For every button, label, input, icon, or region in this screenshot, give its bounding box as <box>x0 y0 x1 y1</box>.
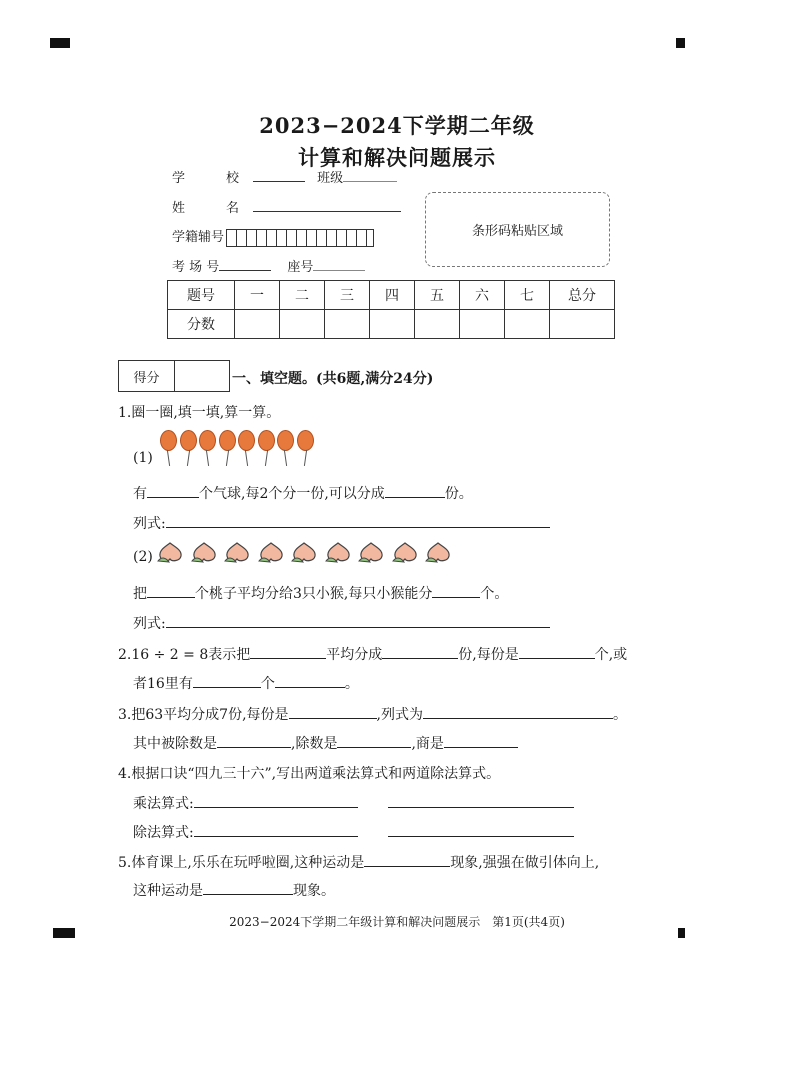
question-5-line1 <box>118 852 599 872</box>
balloon-icon <box>219 430 236 451</box>
balloon-icon <box>297 430 314 451</box>
formula-line-1 <box>133 513 550 533</box>
balloon-icon <box>180 430 197 451</box>
answer-blank[interactable] <box>147 483 199 498</box>
text-segment: 3.把63平均分成7份,每份是 <box>118 707 289 723</box>
balloon-icon <box>277 430 294 451</box>
text-segment: 有 <box>133 486 147 502</box>
barcode-area <box>425 192 610 267</box>
score-header-cell: 五 <box>415 281 460 310</box>
name-field[interactable] <box>172 197 401 216</box>
page-title: 2023−2024下学期二年级 <box>259 113 535 138</box>
text-segment: ,列式为 <box>376 707 423 723</box>
balloon-icon <box>160 430 177 451</box>
question-4-division <box>133 822 574 842</box>
text-segment: ,商是 <box>411 736 444 752</box>
score-header-cell: 七 <box>505 281 550 310</box>
text-segment: 现象。 <box>293 883 335 899</box>
answer-blank[interactable] <box>250 644 326 659</box>
name-label: 姓 名 <box>172 201 254 216</box>
answer-blank[interactable] <box>364 852 450 867</box>
answer-blank[interactable] <box>519 644 595 659</box>
peach-icon <box>157 541 184 563</box>
text-segment: 现象,强强在做引体向上, <box>450 855 600 871</box>
student-id-label: 学籍辅号 <box>172 230 225 245</box>
peach-icon <box>291 541 318 563</box>
exam-room-label: 考 场 号 <box>172 260 220 275</box>
score-cell[interactable] <box>280 310 325 339</box>
answer-blank[interactable] <box>423 704 613 719</box>
balloon-string <box>245 450 248 466</box>
school-field[interactable] <box>172 167 397 186</box>
barcode-label: 条形码粘贴区域 <box>471 224 563 239</box>
answer-blank[interactable] <box>275 673 345 688</box>
formula-label: 列式: <box>133 616 166 632</box>
score-cell[interactable] <box>235 310 280 339</box>
text-segment: 其中被除数是 <box>133 736 217 752</box>
balloon-string <box>284 450 287 466</box>
answer-blank[interactable] <box>203 880 293 895</box>
peach-icon <box>392 541 419 563</box>
score-cell[interactable] <box>415 310 460 339</box>
seat-label: 座号 <box>287 260 314 275</box>
text-segment: 2.16 ÷ 2 = 8表示把 <box>118 647 251 663</box>
text-segment: 份。 <box>444 486 473 502</box>
score-cell[interactable] <box>505 310 550 339</box>
text-segment: 个桃子平均分给3只小猴,每只小猴能分 <box>195 586 433 602</box>
balloon-string <box>303 450 306 466</box>
answer-blank[interactable] <box>388 793 574 808</box>
question-2-line1 <box>118 644 627 664</box>
answer-blank[interactable] <box>147 583 195 598</box>
answer-blank[interactable] <box>337 733 411 748</box>
text-segment: 把 <box>133 586 147 602</box>
section-score-input[interactable] <box>175 361 229 391</box>
question-1-part1-text <box>133 483 473 503</box>
formula-label: 列式: <box>133 516 166 532</box>
text-segment: 平均分成 <box>326 647 383 663</box>
text-segment: 个 <box>260 676 275 692</box>
text-segment: 。 <box>612 707 627 723</box>
peach-icon <box>224 541 251 563</box>
score-cell[interactable] <box>550 310 615 339</box>
exam-room-field[interactable] <box>172 256 365 275</box>
formula-blank[interactable] <box>166 613 550 628</box>
score-cell[interactable] <box>325 310 370 339</box>
school-label: 学 校 <box>172 171 254 186</box>
section-score-label: 得分 <box>119 361 175 391</box>
text-segment: 这种运动是 <box>133 883 203 899</box>
peach-icon <box>425 541 452 563</box>
balloon-string <box>186 450 189 466</box>
peach-icon <box>258 541 285 563</box>
balloon-icon <box>258 430 275 451</box>
balloon-icon <box>238 430 255 451</box>
question-4-intro: 4.根据口诀“四九三十六”,写出两道乘法算式和两道除法算式。 <box>118 766 501 782</box>
answer-blank[interactable] <box>382 644 458 659</box>
page-subtitle: 计算和解决问题展示 <box>298 145 496 170</box>
answer-blank[interactable] <box>289 704 377 719</box>
balloon-string <box>225 450 228 466</box>
score-cell[interactable] <box>460 310 505 339</box>
score-header-cell: 六 <box>460 281 505 310</box>
question-3-line1 <box>118 704 627 724</box>
score-header-cell: 四 <box>370 281 415 310</box>
answer-blank[interactable] <box>432 583 480 598</box>
formula-line-2 <box>133 613 550 633</box>
peach-icon <box>325 541 352 563</box>
division-label: 除法算式: <box>133 825 194 841</box>
score-header-cell: 题号 <box>168 281 235 310</box>
score-header-cell: 三 <box>325 281 370 310</box>
question-3-line2 <box>133 733 518 753</box>
multiplication-label: 乘法算式: <box>133 796 194 812</box>
answer-blank[interactable] <box>193 673 261 688</box>
balloon-string <box>167 450 170 466</box>
text-segment: 。 <box>344 676 359 692</box>
score-row-label: 分数 <box>168 310 235 339</box>
answer-blank[interactable] <box>194 793 358 808</box>
answer-blank[interactable] <box>388 822 574 837</box>
score-header-cell: 一 <box>235 281 280 310</box>
section-score-box <box>118 360 230 392</box>
text-segment: 份,每份是 <box>458 647 519 663</box>
answer-blank[interactable] <box>444 733 518 748</box>
question-5-line2 <box>133 880 335 900</box>
question-2-line2 <box>133 673 359 693</box>
score-table <box>167 280 615 339</box>
student-id-boxes[interactable] <box>226 229 374 247</box>
formula-blank[interactable] <box>166 513 550 528</box>
score-header-cell: 二 <box>280 281 325 310</box>
text-segment: 5.体育课上,乐乐在玩呼啦圈,这种运动是 <box>118 855 365 871</box>
text-segment: 者16里有 <box>133 676 193 692</box>
question-1-intro: 1.圈一圈,填一填,算一算。 <box>118 405 281 421</box>
peach-icon <box>191 541 218 563</box>
question-1-part1-label: (1) <box>133 450 153 466</box>
registration-mark-top-left <box>50 38 70 48</box>
balloon-string <box>206 450 209 466</box>
page-footer: 2023−2024下学期二年级计算和解决问题展示 第1页(共4页) <box>229 915 565 929</box>
answer-blank[interactable] <box>194 822 358 837</box>
score-table-header-row <box>168 281 615 310</box>
registration-mark-top-right <box>676 38 685 48</box>
balloon-string <box>264 450 267 466</box>
text-segment: 个气球,每2个分一份,可以分成 <box>199 486 385 502</box>
text-segment: 个,或 <box>594 647 628 663</box>
class-label: 班级 <box>317 171 344 186</box>
score-cell[interactable] <box>370 310 415 339</box>
score-header-cell: 总分 <box>550 281 615 310</box>
question-1-part2-text <box>133 583 508 603</box>
balloon-icon <box>199 430 216 451</box>
answer-blank[interactable] <box>217 733 291 748</box>
answer-blank[interactable] <box>385 483 445 498</box>
section-heading: 一、填空题。(共6题,满分24分) <box>232 371 434 387</box>
peach-icon <box>358 541 385 563</box>
question-1-part2-label: (2) <box>133 549 153 565</box>
score-table-score-row <box>168 310 615 339</box>
text-segment: 个。 <box>480 586 509 602</box>
student-id-field[interactable] <box>172 226 374 247</box>
text-segment: ,除数是 <box>291 736 338 752</box>
question-4-multiplication <box>133 793 574 813</box>
